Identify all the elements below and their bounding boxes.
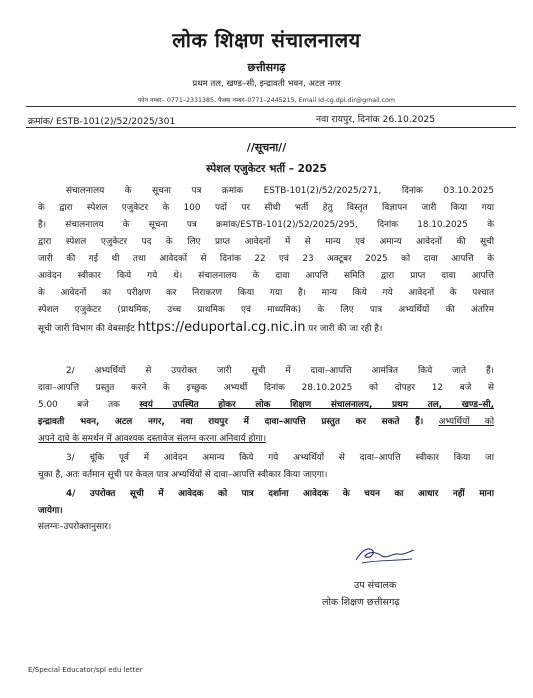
website-text-before: सूची जारी विभाग की वेबसाईट	[38, 324, 135, 334]
paragraph-line	[38, 397, 494, 414]
signatory-organization: लोक शिक्षण छत्तीसगढ़	[322, 597, 400, 608]
signatory-designation: उप संचालक	[354, 580, 397, 591]
documents-note: अपने दावे के समर्थन में आवश्यक दस्तावेज संलग्न करना अनिवार्य होगा।	[38, 434, 267, 444]
paragraph-1	[38, 183, 494, 339]
website-link[interactable]: https://eduportal.cg.nic.in	[137, 320, 306, 335]
paragraph-line: है। संचालनालय के सूचना पत्र क्रमांक/ESTB-101(2)/52/2025/295, दिनांक 18.10.2025 के	[38, 220, 494, 230]
paragraph-3	[38, 450, 494, 484]
paragraph-line: 4/ उपरोक्त सूची में आवेदक को पात्र दर्शाना आवेदक के चयन का आधार नहीं माना	[66, 489, 494, 499]
paragraph-line: आवेदन स्वीकार किये गये थे। संचालनालय के दावा आपत्ति समिति द्वारा प्राप्त दावा आपत्ति	[38, 271, 494, 281]
reference-number: क्रमांक/ ESTB-101(2)/52/2025/301	[28, 116, 176, 127]
documents-note-start: अभ्यर्थियों को	[438, 417, 494, 427]
place-date: नवा रायपुर, दिनांक 26.10.2025	[316, 114, 436, 125]
paragraph-line: दावा–आपत्ति प्रस्तुत करने के इच्छुक अभ्यर्थी दिनांक 28.10.2025 को दोपहर 12 बजे से	[38, 383, 494, 393]
paragraph-line: के आवेदनों का परीक्षण कर निराकरण किया गया है। मान्य किये गये आवेदनों के पश्चात	[38, 288, 494, 298]
paragraph-line: 3/ चूंकि पूर्व में आवेदन अमान्य किये गये अभ्यर्थियों से दावा–आपत्ति स्वीकार किया जा	[66, 453, 494, 463]
org-title: लोक शिक्षण संचालनालय	[172, 28, 361, 52]
enclosure-note: संलग्नः–उपरोक्तानुसार।	[38, 522, 112, 532]
time-window: 5.00 बजे तक	[38, 400, 120, 410]
paragraph-line	[38, 319, 494, 339]
paragraph-2	[38, 363, 494, 448]
header-divider	[26, 106, 516, 107]
website-text-after: पर जारी की जा रही है।	[308, 324, 383, 334]
paragraph-4	[38, 486, 494, 520]
paragraph-line	[38, 414, 494, 431]
venue-instruction: इन्द्रावती भवन, अटल नगर, नवा रायपुर में दावा–आपत्ति प्रस्तुत कर सकते हैं।	[38, 417, 424, 427]
paragraph-line: द्वारा स्पेशल एजुकेटर पद के लिए प्राप्त आवेदनों में से मान्य एवं अमान्य आवेदनों की सूची	[38, 237, 494, 247]
org-address: प्रथम तल, खण्ड–सी, इन्द्रावती भवन, अटल नगर	[192, 79, 341, 89]
paragraph-line: जायेगा।	[38, 506, 63, 516]
org-contact: फोन नम्बर– 0771–2331385, फैक्स नम्बर–0771–2445215, Email Id-cg.dpi.dir@gmail.com	[137, 97, 396, 104]
paragraph-line: संचालनालय के सूचना पत्र क्रमांक ESTB-101(2)/52/2025/271, दिनांक 03.10.2025	[66, 186, 494, 196]
in-person-instruction: स्वयं उपस्थित होकर लोक शिक्षण संचालनालय, प्रथम तल, खण्ड–सी,	[139, 400, 494, 410]
file-reference-footer: E/Special Educator/spl edu letter	[28, 666, 143, 674]
paragraph-line: स्पेशल एजुकेटर (प्राथमिक, उच्च प्राथमिक एवं माध्यमिक) के लिए पात्र अभ्यर्थियों की अंतरिम	[38, 305, 494, 315]
org-state: छत्तीसगढ़	[247, 61, 286, 74]
paragraph-line: चुका है, अतः वर्तमान सूची पर केवल पात्र अभ्यर्थियों से दावा–आपत्ति स्वीकार किया जाएगा।	[38, 470, 328, 480]
paragraph-line: जारी की गई थी तथा आवेदकों से दिनांक 22 एवं 23 अक्टूबर 2025 को दावा आपत्ति के	[38, 254, 494, 264]
paragraph-line: के द्वारा स्पेशल एजुकेटर के 100 पदों पर सीधी भर्ती हेतु विस्तृत विज्ञापन जारी किया गया	[38, 203, 494, 213]
reference-divider	[26, 127, 516, 128]
notice-label: //सूचना//	[246, 141, 287, 154]
paragraph-line: 2/ अभ्यर्थियों से उपरोक्त जारी सूची में दावा–आपत्ति आमंत्रित किये जाते हैं।	[66, 366, 494, 376]
notice-subject: स्पेशल एजुकेटर भर्ती – 2025	[206, 163, 327, 175]
signature-image	[352, 541, 418, 569]
